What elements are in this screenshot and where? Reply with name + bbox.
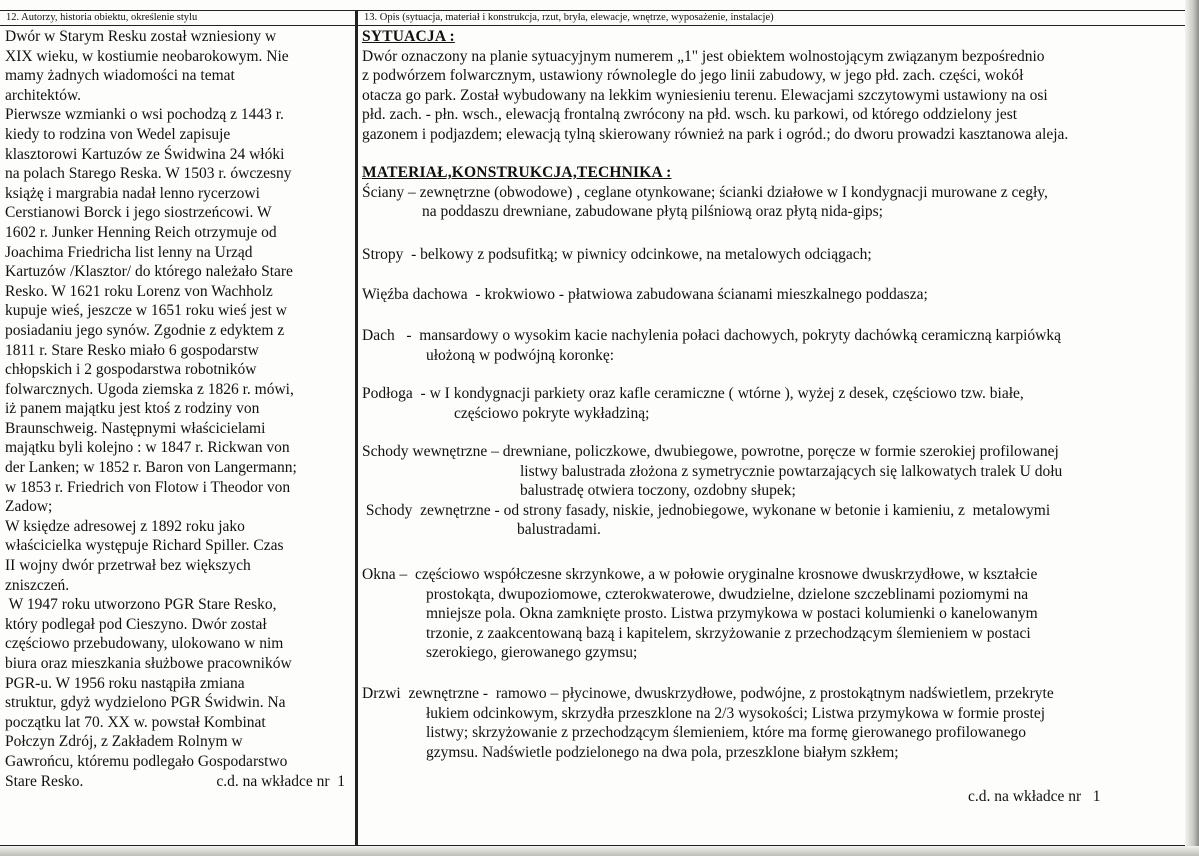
history-line: kupuje wieś, jeszcze w 1651 roku wieś jest w: [5, 302, 287, 320]
windows-line: Okna – częściowo współczesne skrzynkowe, a w połowie oryginalne krosnowe dwuskrzydłowe, w kształcie: [362, 566, 1038, 583]
situation-line: Dwór oznaczony na planie sytuacyjnym numerem „1" jest obiektem wolnostojącym związanym bezpośrednio: [362, 47, 1045, 65]
section-title-material: MATERIAŁ,KONSTRUKCJA,TECHNIKA :: [362, 164, 672, 181]
windows-line: mniejsze pola. Okna zamknięte prosto. Listwa przymykowa w postaci kolumienki o kanelowanym: [426, 605, 1038, 623]
history-line: II wojny dwór przetrwał bez większych: [5, 557, 251, 575]
continuation-note-right: c.d. na wkładce nr 1: [968, 788, 1101, 805]
history-line: właścicielka występuje Richard Spiller. Czas: [5, 537, 284, 555]
history-line: W 1947 roku utworzono PGR Stare Resko,: [5, 596, 277, 614]
walls-line: na poddaszu drewniane, zabudowane płytą pilśniową oraz płytą nida-gips;: [422, 203, 883, 221]
entry-ceilings: [362, 245, 1182, 265]
history-line: który podlegał pod Cieszyno. Dwór został: [5, 615, 267, 633]
history-line: iż panem majątku jest ktoś z rodziny von: [5, 400, 260, 418]
roof-line: Dach - mansardowy o wysokim kacie nachylenia połaci dachowych, pokryty dachówką ceramiczną karpiówką: [362, 327, 1061, 344]
scan-edge: [1185, 0, 1199, 856]
history-line: książę i margrabia nadał lenno rycerzowi: [5, 184, 260, 202]
stairs-external-line: Schody zewnętrzne - od strony fasady, niskie, jednobiegowe, wykonane w betonie i kamieniu, z metalowymi: [362, 501, 1051, 519]
history-line: Resko. W 1621 roku Lorenz von Wachholz: [5, 282, 273, 300]
continuation-note: c.d. na wkładce nr 1: [216, 772, 345, 790]
history-line: struktur, gdyż wydzielono PGR Świdwin. Na: [5, 694, 286, 712]
history-line: w 1853 r. Friedrich von Flotow i Theodor von: [5, 478, 291, 496]
history-line: mamy żadnych wiadomości na temat: [5, 67, 235, 85]
floor-line: Podłoga - w I kondygnacji parkiety oraz kafle ceramiczne ( wtórne ), wyżej z desek, częściowo tzw. białe,: [362, 385, 1024, 402]
left-column-header: 12. Autorzy, historia obiektu, określenie stylu: [0, 10, 356, 26]
history-line: 1602 r. Junker Henning Reich otrzymuje od: [5, 223, 277, 241]
history-line: W księdze adresowej z 1892 roku jako: [5, 517, 245, 535]
stairs-internal-line: listwy balustrada złożona z symetrycznie powtarzających się lalkowatych tralek U dołu: [520, 462, 1063, 480]
entry-doors: [362, 684, 1182, 762]
history-line: Cerstianowi Borck i jego siostrzeńcowi. W: [5, 204, 272, 222]
doors-line: listwy; skrzyżowanie z przechodzącym ślemieniem, które ma formę gierowanego profilowanego: [426, 724, 1026, 742]
section-title-situation: SYTUACJA :: [362, 28, 455, 45]
history-line: zniszczeń.: [5, 576, 70, 594]
history-line: Zadow;: [5, 498, 53, 516]
roof-line: ułożoną w podwójną koronkę:: [426, 346, 615, 364]
entry-windows: [362, 565, 1182, 663]
entry-floor: [362, 384, 1182, 423]
section-situation: [362, 27, 1182, 145]
history-line: chłopskich i 2 gospodarstwa robotników: [5, 361, 257, 379]
history-line: 1811 r. Stare Resko miało 6 gospodarstw: [5, 341, 259, 359]
entry-stairs-internal: [362, 442, 1182, 540]
history-line: XIX wieku, w kostiumie neobarokowym. Nie: [5, 47, 289, 65]
stairs-external-line: balustradami.: [517, 521, 601, 539]
history-line: Braunschweig. Następnymi właścicielami: [5, 419, 266, 437]
history-line: Kartuzów /Klasztor/ do którego należało Stare: [5, 263, 293, 281]
history-line: posiadaniu jego synów. Zgodnie z edyktem z: [5, 321, 285, 339]
stairs-internal-line: balustradę otwiera toczony, ozdobny słupek;: [520, 482, 796, 500]
windows-line: szerokiego, gierowanego gzymsu;: [426, 644, 638, 662]
situation-line: z podwórzem folwarcznym, ustawiony równolegle do jego linii zabudowy, w jego płd. zach. części, wokół: [362, 67, 1024, 85]
history-line: folwarcznych. Ugoda ziemska z 1826 r. mówi,: [5, 380, 294, 398]
history-line: biura oraz mieszkania służbowe pracowników: [5, 655, 292, 672]
windows-line: prostokąta, dwupoziomowe, czterokwaterowe, dwudzielne, dzielone szczeblinami poziomymi na: [426, 585, 1029, 603]
history-line: PGR-u. W 1956 roku nastąpiła zmiana: [5, 674, 245, 692]
right-column-header: 13. Opis (sytuacja, materiał i konstrukcja, rzut, bryła, elewacje, wnętrze, wyposażenie, instalacje): [356, 10, 1186, 26]
history-line: początku lat 70. XX w. powstał Kombinat: [5, 713, 266, 731]
doors-line: Drzwi zewnętrzne - ramowo – płycinowe, dwuskrzydłowe, podwójne, z prostokątnym nadświetlem, przekryte: [362, 685, 1054, 702]
history-line: Pierwsze wzmianki o wsi pochodzą z 1443 r.: [5, 106, 284, 124]
history-line: Gawrońcu, któremu podlegało Gospodarstwo: [5, 752, 288, 770]
history-line: na polach Starego Reska. W 1503 r. ówczesny: [5, 165, 292, 183]
history-line: der Lanken; w 1852 r. Baron von Langermann;: [5, 459, 297, 477]
history-line: Stare Resko.: [5, 772, 84, 790]
entry-roof: [362, 326, 1182, 365]
history-line: majątku byli kolejno : w 1847 r. Rickwan von: [5, 439, 290, 457]
situation-line: otacza go park. Został wybudowany na lekkim wyniesieniu terenu. Elewacjami szczytowymi ustawiony na osi: [362, 86, 1048, 104]
floor-line: częściowo pokryte wykładziną;: [454, 404, 650, 422]
doors-line: gzymsu. Nadświetle podzielonego na dwa pola, przeszklone białym szkłem;: [426, 743, 899, 761]
doors-line: łukiem odcinkowym, skrzydła przeszklone na 2/3 wysokości; Listwa przymykowa w formie prostej: [426, 704, 1046, 722]
history-line: klasztorowi Kartuzów ze Świdwina 24 włóki: [5, 145, 285, 163]
history-line: architektów.: [5, 86, 82, 104]
stairs-internal-line: Schody wewnętrzne – drewniane, policzkowe, dwubiegowe, powrotne, poręcze w formie szerokiej profilowanej: [362, 443, 1059, 460]
walls-line: Ściany – zewnętrzne (obwodowe) , ceglane otynkowane; ścianki działowe w I kondygnacji murowane z cegły,: [362, 183, 1048, 201]
history-last-line: [5, 772, 345, 792]
history-text: [5, 27, 351, 791]
section-material: [362, 163, 1182, 222]
history-line: Joachima Friedricha list lenny na Urząd: [5, 243, 253, 261]
situation-line: gazonem i podjazdem; elewacją tylną skierowany również na park i ogród.; do dworu prowadzi kasztanowa aleja.: [362, 125, 1069, 143]
roof-truss-line: Więźba dachowa - krokwiowo - płatwiowa zabudowana ścianami mieszkalnego poddasza;: [362, 286, 928, 303]
ceilings-line: Stropy - belkowy z podsufitką; w piwnicy odcinkowe, na metalowych odciągach;: [362, 246, 872, 263]
history-line: częściowo przebudowany, ulokowano w nim: [5, 635, 284, 653]
history-line: Połczyn Zdrój, z Zakładem Rolnym w: [5, 733, 243, 751]
history-line: Dwór w Starym Resku został wzniesiony w: [5, 28, 277, 45]
scan-edge: [0, 846, 1199, 856]
situation-line: płd. zach. - płn. wsch., elewacją frontalną zwrócony na płd. wsch. ku parkowi, od którego oddzielony jest: [362, 106, 1018, 124]
entry-roof-truss: [362, 285, 1182, 305]
windows-line: trzonie, z zaakcentowaną bazą i kapitelem, skrzyżowanie z przechodzącym ślemieniem w postaci: [426, 624, 1031, 642]
history-line: kiedy to rodzina von Wedel zapisuje: [5, 125, 231, 143]
